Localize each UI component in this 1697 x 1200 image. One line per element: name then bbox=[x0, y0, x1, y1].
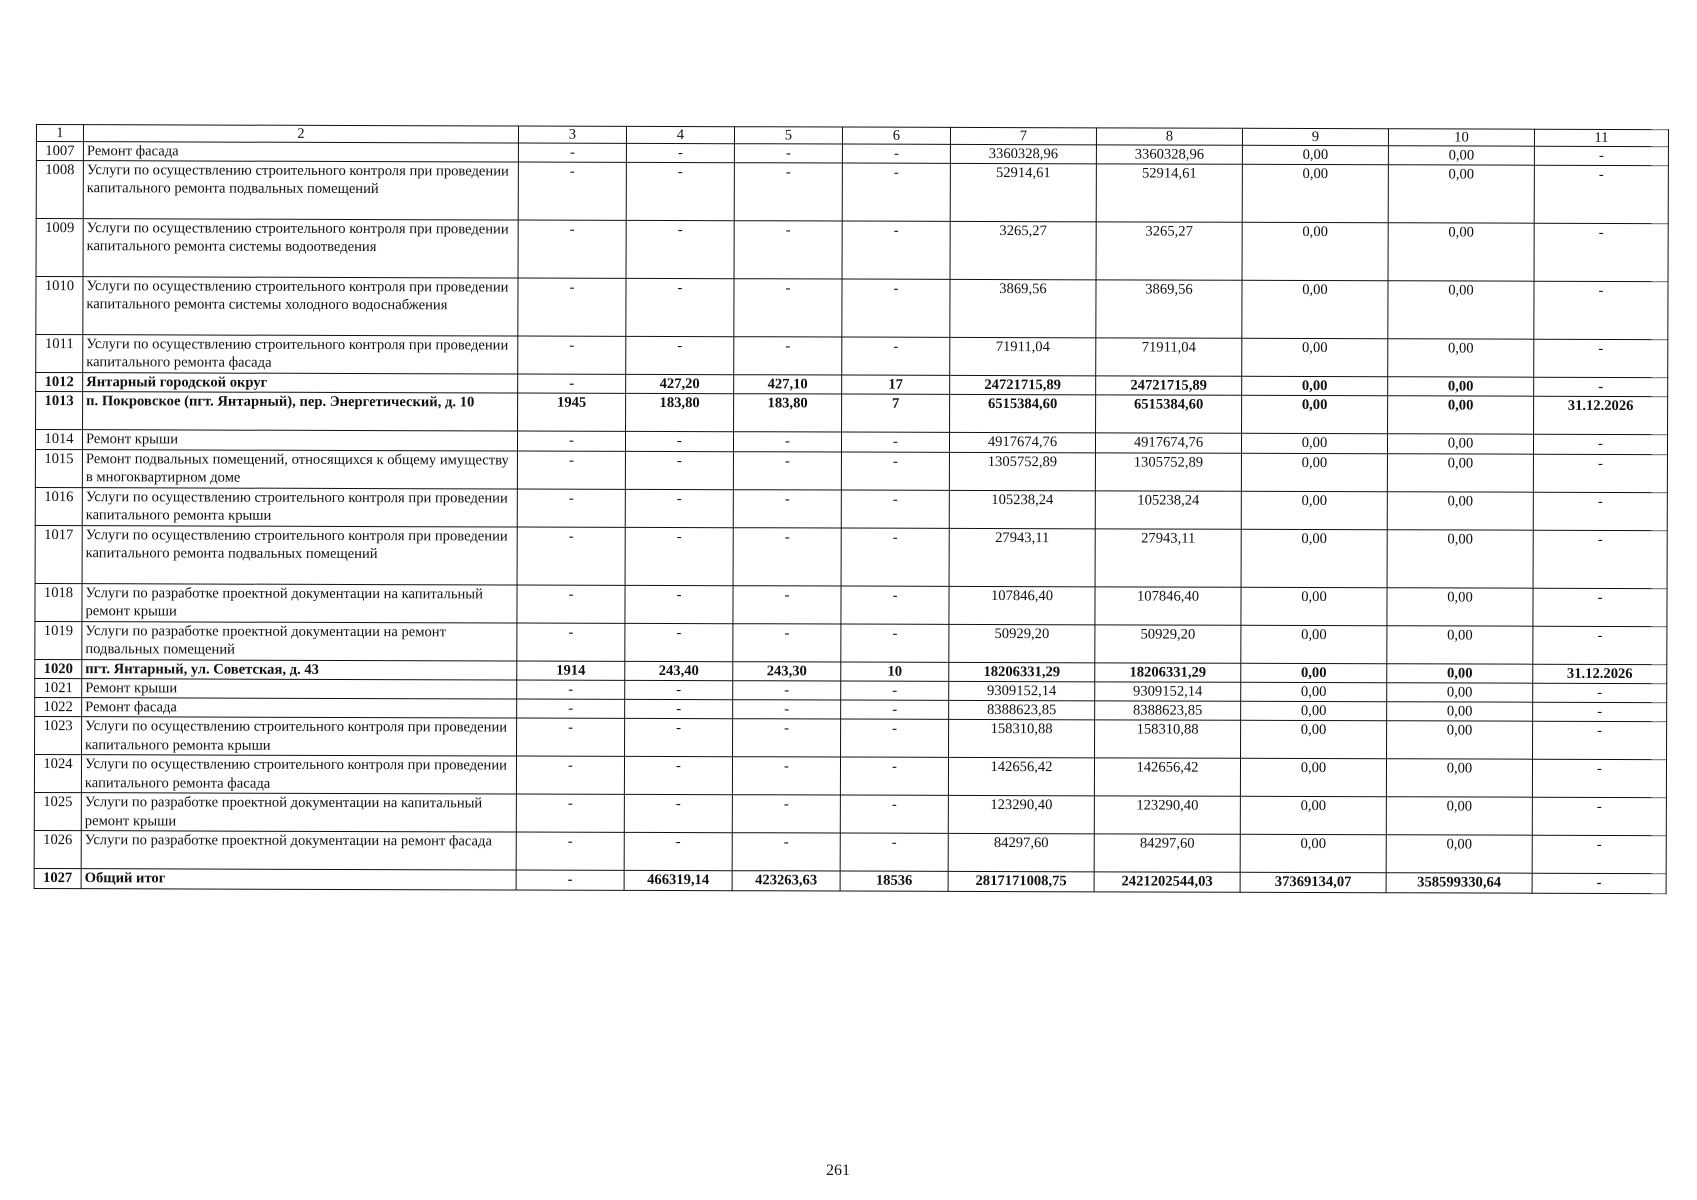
value-cell-8: 2421202544,03 bbox=[1094, 872, 1240, 892]
row-number-cell: 1026 bbox=[34, 831, 81, 869]
name-cell: Услуги по осуществлению строительного контроля при проведении капитального ремонта крыши bbox=[82, 717, 517, 756]
header-cell: 8 bbox=[1096, 128, 1242, 145]
value-cell-4: - bbox=[624, 833, 732, 871]
value-cell-9: 0,00 bbox=[1241, 663, 1387, 683]
value-cell-7: 107846,40 bbox=[949, 586, 1095, 624]
value-cell-11: - bbox=[1533, 702, 1667, 722]
value-cell-5: - bbox=[732, 757, 840, 795]
value-cell-9: 0,00 bbox=[1241, 491, 1387, 529]
value-cell-4: - bbox=[626, 143, 734, 163]
value-cell-10: 358599330,64 bbox=[1386, 873, 1532, 893]
value-cell-7: 4917674,76 bbox=[949, 433, 1095, 453]
value-cell-10: 0,00 bbox=[1386, 835, 1532, 873]
header-cell: 1 bbox=[36, 125, 83, 142]
value-cell-10: 0,00 bbox=[1387, 663, 1533, 683]
value-cell-11: - bbox=[1533, 454, 1667, 492]
value-cell-6: - bbox=[840, 795, 948, 833]
value-cell-3: - bbox=[516, 832, 624, 870]
value-cell-11: - bbox=[1534, 146, 1668, 166]
value-cell-10: 0,00 bbox=[1387, 625, 1533, 663]
value-cell-7: 8388623,85 bbox=[949, 701, 1095, 721]
name-cell: Услуги по разработке проектной документации на капитальный ремонт крыши bbox=[82, 583, 517, 622]
value-cell-5: - bbox=[733, 432, 841, 452]
value-cell-11: - bbox=[1534, 339, 1668, 377]
value-cell-7: 3265,27 bbox=[950, 222, 1096, 280]
value-cell-8: 105238,24 bbox=[1095, 491, 1241, 529]
document-sheet bbox=[34, 124, 1668, 894]
value-cell-4: - bbox=[624, 795, 732, 833]
value-cell-5: - bbox=[733, 585, 841, 623]
value-cell-10: 0,00 bbox=[1386, 797, 1532, 835]
value-cell-10: 0,00 bbox=[1387, 702, 1533, 722]
value-cell-5: - bbox=[732, 795, 840, 833]
value-cell-9: 0,00 bbox=[1241, 529, 1387, 587]
value-cell-6: - bbox=[840, 757, 948, 795]
value-cell-5: - bbox=[734, 163, 842, 221]
value-cell-9: 0,00 bbox=[1242, 281, 1388, 339]
value-cell-9: 0,00 bbox=[1242, 377, 1388, 397]
value-cell-9: 0,00 bbox=[1241, 434, 1387, 454]
value-cell-8: 18206331,29 bbox=[1095, 663, 1241, 683]
value-cell-8: 8388623,85 bbox=[1095, 701, 1241, 721]
value-cell-6: - bbox=[842, 144, 950, 164]
value-cell-6: - bbox=[841, 681, 949, 701]
value-cell-4: - bbox=[624, 757, 732, 795]
value-cell-11: - bbox=[1534, 165, 1668, 223]
row-number-cell: 1008 bbox=[36, 161, 83, 219]
value-cell-11: - bbox=[1532, 760, 1666, 798]
value-cell-3: - bbox=[516, 870, 624, 890]
value-cell-10: 0,00 bbox=[1387, 491, 1533, 529]
value-cell-11: 31.12.2026 bbox=[1534, 397, 1668, 435]
row-number-cell: 1010 bbox=[36, 277, 83, 335]
value-cell-3: 1945 bbox=[518, 393, 626, 431]
value-cell-8: 6515384,60 bbox=[1096, 395, 1242, 433]
value-cell-11: - bbox=[1533, 435, 1667, 455]
value-cell-10: 0,00 bbox=[1388, 396, 1534, 434]
name-cell: Услуги по разработке проектной документации на капитальный ремонт крыши bbox=[81, 793, 516, 832]
value-cell-11: - bbox=[1533, 492, 1667, 530]
value-cell-9: 0,00 bbox=[1241, 682, 1387, 702]
value-cell-3: - bbox=[516, 756, 624, 794]
value-cell-3: - bbox=[517, 680, 625, 700]
value-cell-8: 3869,56 bbox=[1096, 280, 1242, 338]
value-cell-7: 6515384,60 bbox=[950, 395, 1096, 433]
value-cell-9: 0,00 bbox=[1240, 759, 1386, 797]
value-cell-6: - bbox=[842, 337, 950, 375]
value-cell-8: 24721715,89 bbox=[1096, 376, 1242, 396]
header-cell: 5 bbox=[734, 127, 842, 144]
value-cell-3: - bbox=[518, 162, 626, 220]
value-cell-4: - bbox=[625, 489, 733, 527]
name-cell: Услуги по разработке проектной документации на ремонт фасада bbox=[81, 831, 516, 870]
value-cell-9: 0,00 bbox=[1240, 797, 1386, 835]
value-cell-5: 427,10 bbox=[734, 375, 842, 395]
row-number-cell: 1027 bbox=[34, 869, 81, 888]
value-cell-8: 84297,60 bbox=[1094, 834, 1240, 872]
row-number-cell: 1016 bbox=[35, 487, 82, 525]
value-cell-10: 0,00 bbox=[1387, 453, 1533, 491]
name-cell: Услуги по осуществлению строительного контроля при проведении капитального ремонта фасада bbox=[81, 755, 516, 794]
name-cell: Услуги по осуществлению строительного контроля при проведении капитального ремонта подвальных помещений bbox=[83, 161, 518, 220]
table-row bbox=[34, 755, 1666, 798]
value-cell-8: 158310,88 bbox=[1095, 720, 1241, 758]
value-cell-8: 71911,04 bbox=[1096, 338, 1242, 376]
value-cell-9: 37369134,07 bbox=[1240, 873, 1386, 893]
value-cell-8: 50929,20 bbox=[1095, 625, 1241, 663]
table-row bbox=[36, 392, 1668, 435]
value-cell-11: 31.12.2026 bbox=[1533, 664, 1667, 684]
value-cell-8: 3265,27 bbox=[1096, 222, 1242, 280]
row-number-cell: 1012 bbox=[36, 373, 83, 392]
header-cell: 10 bbox=[1388, 129, 1534, 146]
header-cell: 6 bbox=[842, 127, 950, 144]
value-cell-11: - bbox=[1533, 722, 1667, 760]
name-cell: Ремонт фасада bbox=[83, 142, 518, 163]
value-cell-4: - bbox=[625, 700, 733, 720]
value-cell-5: - bbox=[732, 833, 840, 871]
row-number-cell: 1015 bbox=[35, 449, 82, 487]
value-cell-8: 1305752,89 bbox=[1095, 453, 1241, 491]
value-cell-3: - bbox=[517, 718, 625, 756]
row-number-cell: 1011 bbox=[36, 335, 83, 373]
header-cell: 3 bbox=[518, 126, 626, 143]
name-cell: п. Покровское (пгт. Янтарный), пер. Энергетический, д. 10 bbox=[83, 392, 518, 431]
value-cell-4: - bbox=[626, 279, 734, 337]
value-cell-3: - bbox=[517, 489, 625, 527]
row-number-cell: 1023 bbox=[35, 717, 82, 755]
value-cell-5: 423263,63 bbox=[732, 871, 840, 891]
value-cell-10: 0,00 bbox=[1388, 165, 1534, 223]
value-cell-8: 52914,61 bbox=[1096, 164, 1242, 222]
value-cell-3: - bbox=[518, 220, 626, 278]
row-number-cell: 1017 bbox=[35, 525, 82, 583]
value-cell-5: 183,80 bbox=[734, 394, 842, 432]
table-row bbox=[35, 449, 1667, 492]
value-cell-6: - bbox=[840, 833, 948, 871]
value-cell-3: 1914 bbox=[517, 661, 625, 681]
row-number-cell: 1021 bbox=[35, 678, 82, 697]
name-cell: Услуги по осуществлению строительного контроля при проведении капитального ремонта фасада bbox=[83, 335, 518, 374]
value-cell-5: - bbox=[734, 337, 842, 375]
value-cell-3: - bbox=[517, 699, 625, 719]
total-row bbox=[34, 869, 1666, 893]
value-cell-6: 7 bbox=[842, 395, 950, 433]
value-cell-4: - bbox=[625, 623, 733, 661]
table-row bbox=[36, 335, 1668, 378]
value-cell-10: 0,00 bbox=[1388, 223, 1534, 281]
value-cell-7: 50929,20 bbox=[949, 624, 1095, 662]
table-row bbox=[35, 487, 1667, 530]
value-cell-3: - bbox=[518, 336, 626, 374]
value-cell-6: 10 bbox=[841, 662, 949, 682]
value-cell-11: - bbox=[1532, 798, 1666, 836]
value-cell-11: - bbox=[1534, 281, 1668, 339]
value-cell-5: - bbox=[734, 221, 842, 279]
value-cell-7: 142656,42 bbox=[948, 758, 1094, 796]
value-cell-5: - bbox=[733, 719, 841, 757]
value-cell-10: 0,00 bbox=[1386, 759, 1532, 797]
value-cell-4: - bbox=[626, 337, 734, 375]
table-row bbox=[35, 717, 1667, 760]
row-number-cell: 1018 bbox=[35, 583, 82, 621]
value-cell-9: 0,00 bbox=[1242, 396, 1388, 434]
value-cell-9: 0,00 bbox=[1242, 223, 1388, 281]
name-cell: Ремонт фасада bbox=[82, 698, 517, 719]
value-cell-6: - bbox=[841, 586, 949, 624]
value-cell-11: - bbox=[1532, 836, 1666, 874]
value-cell-3: - bbox=[517, 431, 625, 451]
value-cell-6: - bbox=[841, 528, 949, 586]
name-cell: Общий итог bbox=[81, 869, 516, 890]
row-number-cell: 1024 bbox=[34, 755, 81, 793]
value-cell-7: 1305752,89 bbox=[949, 452, 1095, 490]
value-cell-4: - bbox=[625, 527, 733, 585]
value-cell-10: 0,00 bbox=[1387, 587, 1533, 625]
value-cell-11: - bbox=[1533, 530, 1667, 588]
value-cell-5: - bbox=[734, 279, 842, 337]
value-cell-4: - bbox=[626, 163, 734, 221]
value-cell-6: - bbox=[841, 452, 949, 490]
row-number-cell: 1007 bbox=[36, 142, 83, 161]
row-number-cell: 1009 bbox=[36, 219, 83, 277]
value-cell-5: - bbox=[733, 451, 841, 489]
header-cell: 9 bbox=[1242, 128, 1388, 145]
value-cell-3: - bbox=[517, 623, 625, 661]
row-number-cell: 1013 bbox=[36, 392, 83, 430]
value-cell-4: 466319,14 bbox=[624, 871, 732, 891]
name-cell: Янтарный городской округ bbox=[83, 373, 518, 394]
value-cell-7: 71911,04 bbox=[950, 338, 1096, 376]
value-cell-11: - bbox=[1533, 683, 1667, 703]
value-cell-11: - bbox=[1532, 874, 1666, 894]
page-number: 261 bbox=[826, 1162, 850, 1179]
value-cell-5: - bbox=[733, 700, 841, 720]
value-cell-4: - bbox=[625, 451, 733, 489]
value-cell-5: - bbox=[733, 527, 841, 585]
name-cell: Услуги по осуществлению строительного контроля при проведении капитального ремонта системы водоотведения bbox=[83, 219, 518, 278]
value-cell-10: 0,00 bbox=[1387, 683, 1533, 703]
value-cell-3: - bbox=[518, 143, 626, 163]
row-number-cell: 1025 bbox=[34, 793, 81, 831]
table-row bbox=[34, 831, 1666, 874]
table-row bbox=[35, 583, 1667, 626]
table-row bbox=[36, 219, 1668, 282]
value-cell-4: 183,80 bbox=[626, 394, 734, 432]
value-cell-7: 9309152,14 bbox=[949, 681, 1095, 701]
table-body bbox=[34, 125, 1668, 894]
header-cell: 7 bbox=[950, 127, 1096, 144]
value-cell-4: - bbox=[625, 585, 733, 623]
value-cell-3: - bbox=[518, 278, 626, 336]
name-cell: Услуги по разработке проектной документации на ремонт подвальных помещений bbox=[82, 621, 517, 660]
value-cell-10: 0,00 bbox=[1388, 339, 1534, 377]
value-cell-10: 0,00 bbox=[1388, 377, 1534, 397]
name-cell: Ремонт подвальных помещений, относящихся к общему имуществу в многоквартирном доме bbox=[82, 449, 517, 488]
value-cell-6: 18536 bbox=[840, 871, 948, 891]
value-cell-7: 158310,88 bbox=[949, 720, 1095, 758]
value-cell-8: 107846,40 bbox=[1095, 587, 1241, 625]
table-row bbox=[34, 793, 1666, 836]
value-cell-4: - bbox=[625, 719, 733, 757]
header-cell: 4 bbox=[626, 126, 734, 143]
value-cell-10: 0,00 bbox=[1387, 721, 1533, 759]
value-cell-8: 4917674,76 bbox=[1095, 433, 1241, 453]
value-cell-4: 243,40 bbox=[625, 661, 733, 681]
value-cell-5: - bbox=[734, 144, 842, 164]
repair-program-table bbox=[34, 124, 1669, 894]
value-cell-3: - bbox=[517, 527, 625, 585]
value-cell-7: 18206331,29 bbox=[949, 662, 1095, 682]
value-cell-8: 123290,40 bbox=[1094, 796, 1240, 834]
value-cell-9: 0,00 bbox=[1241, 587, 1387, 625]
name-cell: Услуги по осуществлению строительного контроля при проведении капитального ремонта подвальных помещений bbox=[82, 525, 517, 584]
name-cell: Ремонт крыши bbox=[82, 430, 517, 451]
row-number-cell: 1020 bbox=[35, 659, 82, 678]
table-row bbox=[35, 621, 1667, 664]
value-cell-3: - bbox=[518, 374, 626, 394]
value-cell-6: - bbox=[841, 700, 949, 720]
row-number-cell: 1019 bbox=[35, 621, 82, 659]
value-cell-10: 0,00 bbox=[1387, 434, 1533, 454]
value-cell-11: - bbox=[1533, 588, 1667, 626]
value-cell-9: 0,00 bbox=[1241, 625, 1387, 663]
value-cell-7: 3869,56 bbox=[950, 280, 1096, 338]
value-cell-6: - bbox=[841, 624, 949, 662]
name-cell: Ремонт крыши bbox=[82, 679, 517, 700]
value-cell-4: - bbox=[625, 432, 733, 452]
value-cell-11: - bbox=[1534, 377, 1668, 397]
value-cell-3: - bbox=[517, 451, 625, 489]
table-row bbox=[36, 277, 1668, 340]
value-cell-5: - bbox=[733, 681, 841, 701]
row-number-cell: 1014 bbox=[35, 430, 82, 449]
value-cell-7: 52914,61 bbox=[950, 164, 1096, 222]
value-cell-9: 0,00 bbox=[1241, 453, 1387, 491]
value-cell-9: 0,00 bbox=[1240, 835, 1386, 873]
value-cell-7: 27943,11 bbox=[949, 528, 1095, 586]
value-cell-7: 105238,24 bbox=[949, 490, 1095, 528]
value-cell-9: 0,00 bbox=[1242, 145, 1388, 165]
name-cell: пгт. Янтарный, ул. Советская, д. 43 bbox=[82, 659, 517, 680]
table-row bbox=[35, 525, 1667, 588]
table-row bbox=[36, 161, 1668, 224]
value-cell-10: 0,00 bbox=[1388, 281, 1534, 339]
name-cell: Услуги по осуществлению строительного контроля при проведении капитального ремонта крыши bbox=[82, 487, 517, 526]
value-cell-9: 0,00 bbox=[1241, 701, 1387, 721]
value-cell-7: 3360328,96 bbox=[950, 144, 1096, 164]
value-cell-10: 0,00 bbox=[1388, 146, 1534, 166]
value-cell-7: 123290,40 bbox=[948, 796, 1094, 834]
value-cell-9: 0,00 bbox=[1241, 721, 1387, 759]
value-cell-5: - bbox=[733, 623, 841, 661]
name-cell: Услуги по осуществлению строительного контроля при проведении капитального ремонта системы холодного водоснабжения bbox=[83, 277, 518, 336]
value-cell-5: 243,30 bbox=[733, 661, 841, 681]
value-cell-6: - bbox=[842, 163, 950, 221]
row-number-cell: 1022 bbox=[35, 698, 82, 717]
value-cell-11: - bbox=[1534, 223, 1668, 281]
value-cell-8: 142656,42 bbox=[1094, 758, 1240, 796]
value-cell-6: - bbox=[842, 279, 950, 337]
value-cell-6: - bbox=[841, 433, 949, 453]
value-cell-8: 27943,11 bbox=[1095, 529, 1241, 587]
value-cell-11: - bbox=[1533, 626, 1667, 664]
header-cell: 2 bbox=[83, 125, 518, 143]
value-cell-9: 0,00 bbox=[1242, 165, 1388, 223]
value-cell-6: - bbox=[842, 221, 950, 279]
value-cell-6: 17 bbox=[842, 375, 950, 395]
header-cell: 11 bbox=[1534, 129, 1668, 146]
value-cell-9: 0,00 bbox=[1242, 339, 1388, 377]
value-cell-7: 24721715,89 bbox=[950, 376, 1096, 396]
value-cell-4: - bbox=[625, 680, 733, 700]
value-cell-7: 84297,60 bbox=[948, 834, 1094, 872]
value-cell-4: 427,20 bbox=[626, 375, 734, 395]
value-cell-3: - bbox=[517, 585, 625, 623]
value-cell-8: 9309152,14 bbox=[1095, 682, 1241, 702]
value-cell-6: - bbox=[841, 719, 949, 757]
value-cell-3: - bbox=[516, 794, 624, 832]
value-cell-8: 3360328,96 bbox=[1096, 145, 1242, 165]
value-cell-5: - bbox=[733, 489, 841, 527]
value-cell-7: 2817171008,75 bbox=[948, 872, 1094, 892]
value-cell-4: - bbox=[626, 221, 734, 279]
value-cell-10: 0,00 bbox=[1387, 529, 1533, 587]
value-cell-6: - bbox=[841, 490, 949, 528]
